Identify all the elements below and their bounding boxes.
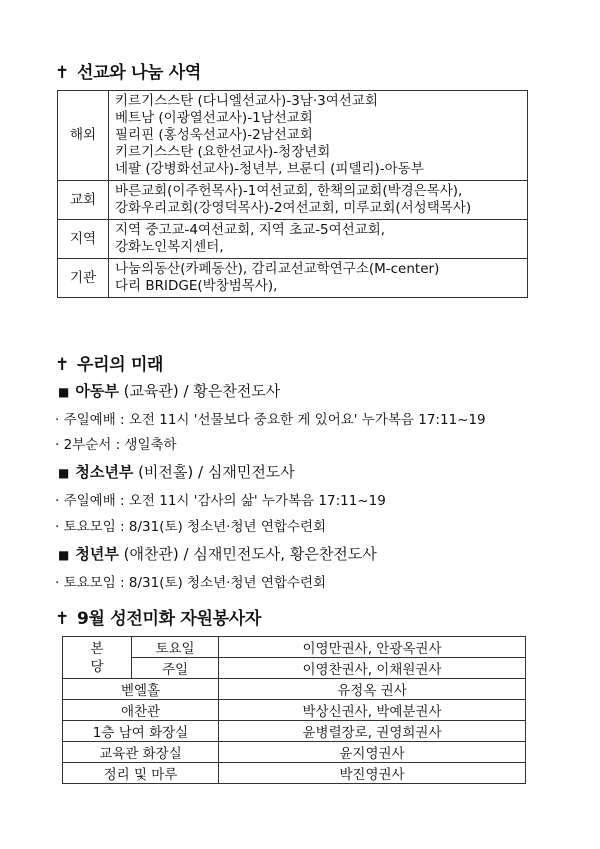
square-bullet-icon: ■ [58,385,70,399]
cross-icon: ✝ [55,609,69,629]
volunteer-names: 윤지영권사 [219,742,526,763]
list-item: · 토요모임 : 8/31(토) 청소년·청년 연합수련회 [55,575,327,591]
list-item: · 2부순서 : 생일축하 [55,437,177,453]
content-cell: 바른교회(이주헌목사)-1여선교회, 한책의교회(박경은목사), 강화우리교회(강영덕목사)-2여선교회, 미루교회(서성택목사) [109,181,528,220]
section-title: 우리의 미래 [76,355,164,375]
volunteer-names: 유정옥 권사 [219,679,526,700]
section-title: 9월 성전미화 자원봉사자 [76,609,261,629]
category-cell: 기관 [58,259,109,298]
content-cell: 나눔의동산(카페동산), 감리교선교학연구소(M-center) 다리 BRIDGE(박창범목사), [109,259,528,298]
volunteer-names: 윤병렬장로, 권영희권사 [219,721,526,742]
table-row [58,91,528,181]
saturday-value: 이영만권사, 안광옥권사 [219,637,526,658]
young-adult-dept-heading: ■ 청년부 (애찬관) / 심재민전도사, 황은찬전도사 [58,545,377,563]
volunteer-names: 박진영권사 [219,763,526,784]
mission-table [57,90,528,298]
table-row [63,637,526,658]
table-row [63,700,526,721]
section-heading-volunteers [55,604,261,629]
place-label: 정리 및 마루 [63,763,219,784]
list-item: · 주일예배 : 오전 11시 '감사의 삶' 누가복음 17:11~19 [55,493,386,509]
category-cell: 교회 [58,181,109,220]
sunday-label: 주일 [132,658,219,679]
table-row [58,181,528,220]
place-label: 1층 남여 화장실 [63,721,219,742]
place-label: 벧엘홀 [63,679,219,700]
content-cell: 지역 중고교-4여선교회, 지역 초교-5여선교회, 강화노인복지센터, [109,220,528,259]
square-bullet-icon: ■ [58,466,70,480]
section-heading-mission [55,58,201,83]
content-cell: 키르기스스탄 (다니엘선교사)-3남·3여선교회 베트남 (이광열선교사)-1남선교회 필리핀 (홍성욱선교사)-2남선교회 키르기스스탄 (요한선교사)-청장년회 네팔 (강병화선교사)-청년부, 브룬디 (피델리)-아동부 [109,91,528,181]
table-row [58,220,528,259]
main-sanctuary-cell: 본 당 [63,637,132,679]
volunteer-table [62,636,526,784]
list-item: · 주일예배 : 오전 11시 '선물보다 중요한 게 있어요' 누가복음 17:11~19 [55,412,486,428]
children-dept-heading: ■ 아동부 (교육관) / 황은찬전도사 [58,382,281,400]
table-row [63,679,526,700]
category-cell: 지역 [58,220,109,259]
cross-icon: ✝ [55,63,69,83]
saturday-label: 토요일 [132,637,219,658]
cross-icon: ✝ [55,355,69,375]
table-row [63,658,526,679]
youth-dept-heading: ■ 청소년부 (비전홀) / 심재민전도사 [58,463,295,481]
table-row [58,259,528,298]
volunteer-names: 박상신권사, 박예분권사 [219,700,526,721]
section-heading-future [55,350,163,375]
table-row [63,763,526,784]
place-label: 애찬관 [63,700,219,721]
list-item: · 토요모임 : 8/31(토) 청소년·청년 연합수련회 [55,519,327,535]
sunday-value: 이영찬권사, 이채원권사 [219,658,526,679]
category-cell: 해외 [58,91,109,181]
table-row [63,742,526,763]
square-bullet-icon: ■ [58,548,70,562]
table-row [63,721,526,742]
place-label: 교육관 화장실 [63,742,219,763]
section-title: 선교와 나눔 사역 [76,63,202,83]
